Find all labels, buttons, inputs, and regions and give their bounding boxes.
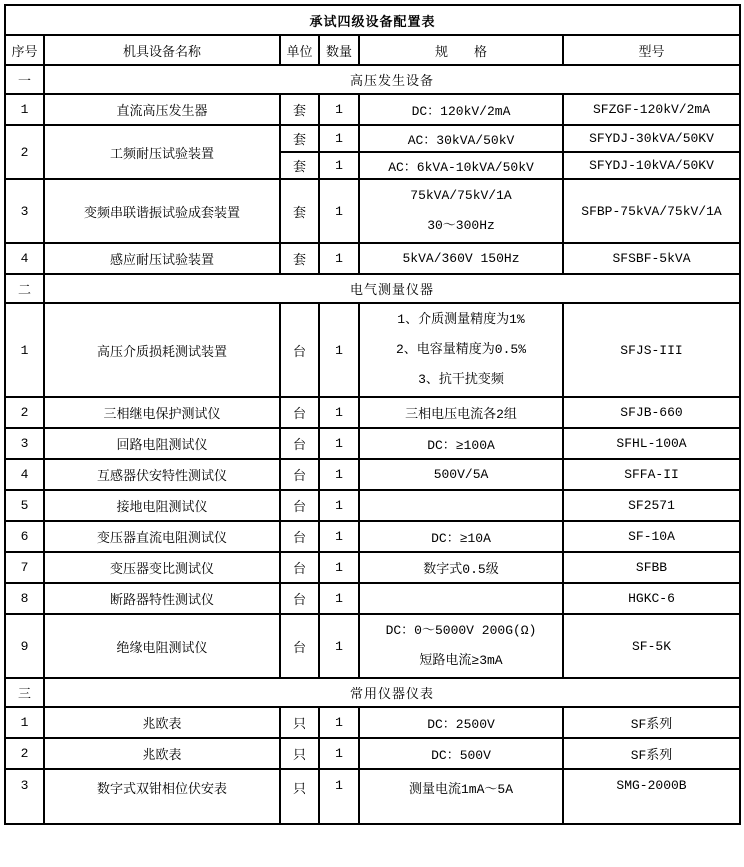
item-qty: 1 xyxy=(319,428,359,459)
item-unit: 台 xyxy=(280,614,319,678)
item-unit: 台 xyxy=(280,490,319,521)
item-model: SF系列 xyxy=(563,738,740,769)
row-no: 3 xyxy=(5,428,44,459)
item-model: SF-10A xyxy=(563,521,740,552)
item-name: 变压器直流电阻测试仪 xyxy=(44,521,280,552)
table-row xyxy=(5,428,740,459)
item-qty: 1 xyxy=(319,707,359,738)
item-name: 数字式双钳相位伏安表 xyxy=(44,769,280,824)
item-qty: 1 xyxy=(319,769,359,824)
item-name: 直流高压发生器 xyxy=(44,94,280,125)
item-spec: 500V/5A xyxy=(359,459,563,490)
item-spec: 数字式0.5级 xyxy=(359,552,563,583)
item-unit: 套 xyxy=(280,152,319,179)
item-model: SMG-2000B xyxy=(563,769,740,824)
table-row xyxy=(5,125,740,152)
row-no: 1 xyxy=(5,94,44,125)
table-row xyxy=(5,303,740,397)
col-header-name: 机具设备名称 xyxy=(44,35,280,65)
item-qty: 1 xyxy=(319,552,359,583)
item-spec: DC：500V xyxy=(359,738,563,769)
item-name: 断路器特性测试仪 xyxy=(44,583,280,614)
table-row xyxy=(5,397,740,428)
table-row xyxy=(5,94,740,125)
table-row xyxy=(5,521,740,552)
section-label: 电气测量仪器 xyxy=(44,274,740,303)
section-row xyxy=(5,65,740,94)
row-no: 7 xyxy=(5,552,44,583)
row-no: 6 xyxy=(5,521,44,552)
table-row xyxy=(5,552,740,583)
item-name: 兆欧表 xyxy=(44,738,280,769)
item-name: 绝缘电阻测试仪 xyxy=(44,614,280,678)
table-row xyxy=(5,490,740,521)
item-spec: DC：≥100A xyxy=(359,428,563,459)
item-spec: 测量电流1mA～5A xyxy=(359,769,563,824)
item-model: SFHL-100A xyxy=(563,428,740,459)
item-qty: 1 xyxy=(319,243,359,274)
item-qty: 1 xyxy=(319,583,359,614)
item-name: 变压器变比测试仪 xyxy=(44,552,280,583)
item-spec xyxy=(359,179,563,243)
table-row xyxy=(5,583,740,614)
item-model: SFYDJ-30kVA/50KV xyxy=(563,125,740,152)
title-row xyxy=(5,5,740,35)
item-name: 回路电阻测试仪 xyxy=(44,428,280,459)
item-model: SFJS-III xyxy=(563,303,740,397)
row-no: 2 xyxy=(5,738,44,769)
item-spec: AC：6kVA-10kVA/50kV xyxy=(359,152,563,179)
item-qty: 1 xyxy=(319,125,359,152)
item-model: SFZGF-120kV/2mA xyxy=(563,94,740,125)
item-spec: DC：≥10A xyxy=(359,521,563,552)
section-label: 常用仪器仪表 xyxy=(44,678,740,707)
section-marker: 三 xyxy=(5,678,44,707)
item-qty: 1 xyxy=(319,614,359,678)
item-name: 互感器伏安特性测试仪 xyxy=(44,459,280,490)
item-spec: DC：120kV/2mA xyxy=(359,94,563,125)
equipment-config-table xyxy=(4,4,741,825)
page-title: 承试四级设备配置表 xyxy=(5,5,740,35)
item-qty: 1 xyxy=(319,94,359,125)
header-row xyxy=(5,35,740,65)
item-model: SFSBF-5kVA xyxy=(563,243,740,274)
row-no: 3 xyxy=(5,179,44,243)
item-qty: 1 xyxy=(319,397,359,428)
item-name: 兆欧表 xyxy=(44,707,280,738)
row-no: 8 xyxy=(5,583,44,614)
row-no: 1 xyxy=(5,303,44,397)
row-no: 2 xyxy=(5,397,44,428)
item-unit: 台 xyxy=(280,552,319,583)
item-qty: 1 xyxy=(319,738,359,769)
spec-line: 30～300Hz xyxy=(427,218,495,233)
item-qty: 1 xyxy=(319,303,359,397)
item-spec: 三相电压电流各2组 xyxy=(359,397,563,428)
spec-line: 1、介质测量精度为1% xyxy=(397,312,525,327)
table-row xyxy=(5,738,740,769)
item-qty: 1 xyxy=(319,179,359,243)
item-spec: DC：2500V xyxy=(359,707,563,738)
item-name: 感应耐压试验装置 xyxy=(44,243,280,274)
spec-line: 3、抗干扰变频 xyxy=(418,372,504,387)
table-row xyxy=(5,769,740,824)
row-no: 9 xyxy=(5,614,44,678)
item-unit: 台 xyxy=(280,428,319,459)
row-no: 4 xyxy=(5,243,44,274)
item-unit: 台 xyxy=(280,397,319,428)
item-unit: 套 xyxy=(280,94,319,125)
col-header-qty: 数量 xyxy=(319,35,359,65)
item-model: HGKC-6 xyxy=(563,583,740,614)
item-model: SFBP-75kVA/75kV/1A xyxy=(563,179,740,243)
section-row xyxy=(5,678,740,707)
spec-line: 75kVA/75kV/1A xyxy=(410,188,512,203)
spec-line: DC：0～5000V 200G(Ω) xyxy=(385,623,537,638)
item-model: SFFA-II xyxy=(563,459,740,490)
item-spec xyxy=(359,583,563,614)
table-row xyxy=(5,243,740,274)
item-model: SFBB xyxy=(563,552,740,583)
item-name: 高压介质损耗测试装置 xyxy=(44,303,280,397)
table-row xyxy=(5,459,740,490)
row-no: 1 xyxy=(5,707,44,738)
item-spec: 5kVA/360V 150Hz xyxy=(359,243,563,274)
item-qty: 1 xyxy=(319,521,359,552)
item-unit: 台 xyxy=(280,303,319,397)
spec-line: 短路电流≥3mA xyxy=(419,653,503,668)
item-unit: 台 xyxy=(280,459,319,490)
table-row xyxy=(5,707,740,738)
col-header-spec: 规 格 xyxy=(359,35,563,65)
item-unit: 只 xyxy=(280,769,319,824)
col-header-no: 序号 xyxy=(5,35,44,65)
item-model: SF系列 xyxy=(563,707,740,738)
item-unit: 套 xyxy=(280,243,319,274)
row-no: 2 xyxy=(5,125,44,179)
section-row xyxy=(5,274,740,303)
col-header-unit: 单位 xyxy=(280,35,319,65)
item-model: SFYDJ-10kVA/50KV xyxy=(563,152,740,179)
item-qty: 1 xyxy=(319,490,359,521)
item-unit: 只 xyxy=(280,707,319,738)
item-unit: 套 xyxy=(280,179,319,243)
item-unit: 只 xyxy=(280,738,319,769)
item-spec: AC：30kVA/50kV xyxy=(359,125,563,152)
spec-line: 2、电容量精度为0.5% xyxy=(395,342,526,357)
item-qty: 1 xyxy=(319,459,359,490)
section-marker: 一 xyxy=(5,65,44,94)
table-row xyxy=(5,614,740,678)
row-no: 3 xyxy=(5,769,44,824)
item-name: 工频耐压试验装置 xyxy=(44,125,280,179)
item-name: 接地电阻测试仪 xyxy=(44,490,280,521)
item-unit: 台 xyxy=(280,583,319,614)
item-model: SFJB-660 xyxy=(563,397,740,428)
item-model: SF-5K xyxy=(563,614,740,678)
item-spec xyxy=(359,614,563,678)
table-row xyxy=(5,179,740,243)
col-header-model: 型号 xyxy=(563,35,740,65)
section-marker: 二 xyxy=(5,274,44,303)
item-unit: 台 xyxy=(280,521,319,552)
item-spec xyxy=(359,303,563,397)
item-spec xyxy=(359,490,563,521)
section-label: 高压发生设备 xyxy=(44,65,740,94)
item-name: 变频串联谐振试验成套装置 xyxy=(44,179,280,243)
item-name: 三相继电保护测试仪 xyxy=(44,397,280,428)
row-no: 4 xyxy=(5,459,44,490)
item-qty: 1 xyxy=(319,152,359,179)
item-model: SF2571 xyxy=(563,490,740,521)
item-unit: 套 xyxy=(280,125,319,152)
row-no: 5 xyxy=(5,490,44,521)
